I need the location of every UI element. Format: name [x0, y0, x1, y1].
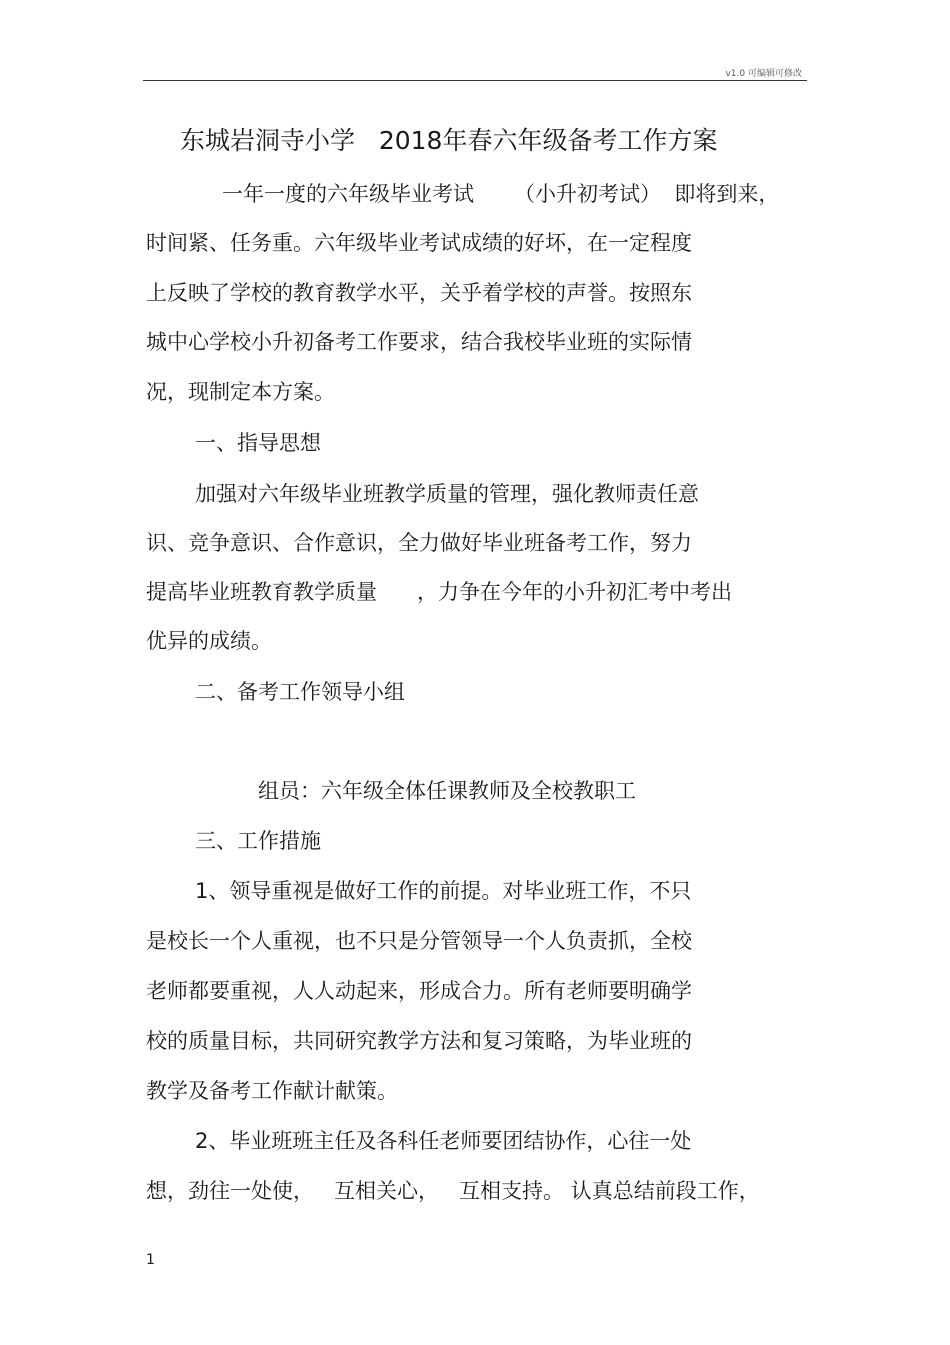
- body-line: 况，现制定本方案。: [146, 380, 335, 404]
- body-line: 识、竞争意识、合作意识，全力做好毕业班备考工作，努力: [146, 531, 692, 555]
- body-line: 加强对六年级毕业班教学质量的管理，强化教师责任意: [195, 482, 699, 506]
- body-line: 校的质量目标，共同研究教学方法和复习策略，为毕业班的: [146, 1029, 692, 1053]
- body-line: 上反映了学校的教育教学水平，关乎着学校的声誉。按照东: [146, 281, 692, 305]
- body-line: 老师都要重视，人人动起来，形成合力。所有老师要明确学: [146, 979, 692, 1003]
- body-line: 想，劲往一处使， 互相关心， 互相支持。 认真总结前段工作，: [146, 1179, 760, 1203]
- body-line: 是校长一个人重视，也不只是分管领导一个人负责抓，全校: [146, 929, 692, 953]
- body-line: 组员：六年级全体任课教师及全校教职工: [258, 779, 636, 803]
- body-line: 提高毕业班教育教学质量 ，力争在今年的小升初汇考中考出: [146, 580, 733, 604]
- body-line: 时间紧、任务重。六年级毕业考试成绩的好坏，在一定程度: [146, 231, 692, 255]
- section-heading: 二、备考工作领导小组: [195, 680, 405, 704]
- header-note: v1.0 可编辑可修改: [725, 69, 802, 79]
- body-line: 2、毕业班班主任及各科任老师要团结协作，心往一处: [195, 1129, 692, 1153]
- body-line: 教学及备考工作献计献策。: [146, 1079, 398, 1103]
- header-rule: [143, 80, 807, 81]
- body-line: 一年一度的六年级毕业考试 （小升初考试） 即将到来，: [222, 182, 780, 206]
- document-title: 东城岩洞寺小学 2018年春六年级备考工作方案: [180, 126, 718, 155]
- section-heading: 一、指导思想: [195, 431, 321, 455]
- body-line: 1、领导重视是做好工作的前提。对毕业班工作，不只: [195, 879, 692, 903]
- body-line: 城中心学校小升初备考工作要求，结合我校毕业班的实际情: [146, 330, 692, 354]
- body-line: 优异的成绩。: [146, 629, 272, 653]
- section-heading: 三、工作措施: [195, 829, 321, 853]
- page-number: 1: [146, 1252, 155, 1268]
